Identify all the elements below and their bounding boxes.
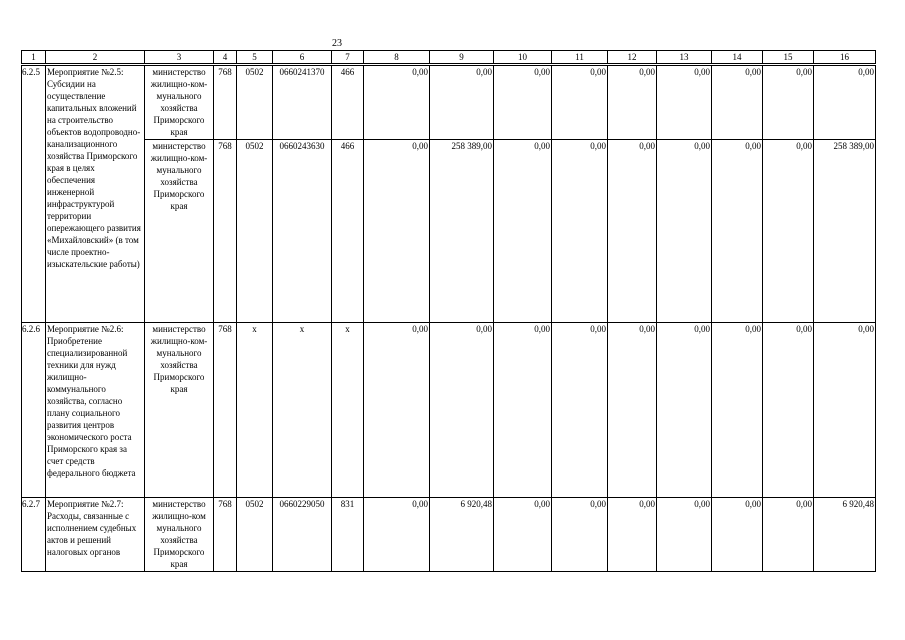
header-cell-16: 16 xyxy=(814,51,876,65)
row-index: 6.2.7 xyxy=(22,498,46,572)
header-row xyxy=(22,51,876,65)
table-header xyxy=(22,51,876,65)
header-cell-10: 10 xyxy=(494,51,552,65)
table-row xyxy=(22,140,876,323)
amount-cell: 0,00 xyxy=(608,323,657,498)
table-body xyxy=(22,65,876,572)
amount-cell: 0,00 xyxy=(814,65,876,140)
amount-cell: 0,00 xyxy=(712,140,763,323)
header-cell-15: 15 xyxy=(763,51,814,65)
activity-name: Мероприятие №2.5: Субсидии на осуществление капитальных вложений на строительство объектов водопроводно-канализационного хозяйства Приморского края в целях обеспечения инженерной инфраструктурой территории опережающего развития «Михайловский» (в том числе проектно-изыскательские работы) xyxy=(46,65,145,323)
amount-cell: 0,00 xyxy=(364,323,430,498)
amount-cell: 0,00 xyxy=(657,65,712,140)
amount-cell: 0,00 xyxy=(430,323,494,498)
budget-table-container xyxy=(21,50,875,572)
ministry-cell: министерство жилищно-ком-мунального хозяйства Приморского края xyxy=(145,65,214,140)
code-cell: х xyxy=(237,323,273,498)
code-cell: 768 xyxy=(214,323,237,498)
budget-table xyxy=(21,50,876,572)
header-cell-12: 12 xyxy=(608,51,657,65)
ministry-cell: министерство жилищно-ком-мунального хозяйства Приморского края xyxy=(145,323,214,498)
amount-cell: 0,00 xyxy=(494,140,552,323)
header-cell-5: 5 xyxy=(237,51,273,65)
amount-cell: 0,00 xyxy=(712,323,763,498)
header-cell-1: 1 xyxy=(22,51,46,65)
activity-name: Мероприятие №2.6: Приобретение специализированной техники для нужд жилищно-коммунального хозяйства, согласно плану социального развития центров экономического роста Приморского края за счет средств федерального бюджета xyxy=(46,323,145,498)
amount-cell: 0,00 xyxy=(763,498,814,572)
amount-cell: 0,00 xyxy=(657,323,712,498)
header-cell-7: 7 xyxy=(332,51,364,65)
code-cell: 768 xyxy=(214,65,237,140)
header-cell-9: 9 xyxy=(430,51,494,65)
amount-cell: 0,00 xyxy=(430,65,494,140)
amount-cell: 0,00 xyxy=(712,65,763,140)
code-cell: 0502 xyxy=(237,498,273,572)
amount-cell: 0,00 xyxy=(364,498,430,572)
code-cell: 0502 xyxy=(237,140,273,323)
amount-cell: 0,00 xyxy=(657,498,712,572)
header-cell-2: 2 xyxy=(46,51,145,65)
header-cell-11: 11 xyxy=(552,51,608,65)
code-cell: 466 xyxy=(332,65,364,140)
code-cell: х xyxy=(332,323,364,498)
code-cell: 768 xyxy=(214,140,237,323)
amount-cell: 0,00 xyxy=(608,498,657,572)
amount-cell: 0,00 xyxy=(494,498,552,572)
amount-cell: 0,00 xyxy=(552,498,608,572)
amount-cell: 0,00 xyxy=(552,65,608,140)
amount-cell: 0,00 xyxy=(657,140,712,323)
table-row xyxy=(22,323,876,498)
amount-cell: 0,00 xyxy=(763,65,814,140)
row-index: 6.2.5 xyxy=(22,65,46,323)
amount-cell: 6 920,48 xyxy=(430,498,494,572)
amount-cell: 0,00 xyxy=(608,65,657,140)
amount-cell: 0,00 xyxy=(712,498,763,572)
table-row xyxy=(22,498,876,572)
header-cell-4: 4 xyxy=(214,51,237,65)
header-cell-14: 14 xyxy=(712,51,763,65)
table-row xyxy=(22,65,876,140)
code-cell: 0502 xyxy=(237,65,273,140)
amount-cell: 258 389,00 xyxy=(430,140,494,323)
code-cell: 768 xyxy=(214,498,237,572)
header-cell-6: 6 xyxy=(273,51,332,65)
amount-cell: 0,00 xyxy=(364,65,430,140)
amount-cell: 0,00 xyxy=(763,140,814,323)
page-number: 23 xyxy=(332,38,342,49)
header-cell-13: 13 xyxy=(657,51,712,65)
code-cell: х xyxy=(273,323,332,498)
header-cell-8: 8 xyxy=(364,51,430,65)
amount-cell: 0,00 xyxy=(608,140,657,323)
amount-cell: 0,00 xyxy=(494,65,552,140)
code-cell: 831 xyxy=(332,498,364,572)
amount-cell: 0,00 xyxy=(494,323,552,498)
code-cell: 0660243630 xyxy=(273,140,332,323)
amount-cell: 258 389,00 xyxy=(814,140,876,323)
code-cell: 466 xyxy=(332,140,364,323)
header-cell-3: 3 xyxy=(145,51,214,65)
ministry-cell: министерство жилищно-ком-мунального хозяйства Приморского края xyxy=(145,140,214,323)
ministry-cell: министерство жилищно-ком мунального хозяйства Приморского края xyxy=(145,498,214,572)
code-cell: 0660241370 xyxy=(273,65,332,140)
amount-cell: 0,00 xyxy=(552,323,608,498)
amount-cell: 6 920,48 xyxy=(814,498,876,572)
amount-cell: 0,00 xyxy=(364,140,430,323)
activity-name: Мероприятие №2.7: Расходы, связанные с исполнением судебных актов и решений налоговых органов xyxy=(46,498,145,572)
amount-cell: 0,00 xyxy=(814,323,876,498)
code-cell: 0660229050 xyxy=(273,498,332,572)
amount-cell: 0,00 xyxy=(763,323,814,498)
row-index: 6.2.6 xyxy=(22,323,46,498)
amount-cell: 0,00 xyxy=(552,140,608,323)
